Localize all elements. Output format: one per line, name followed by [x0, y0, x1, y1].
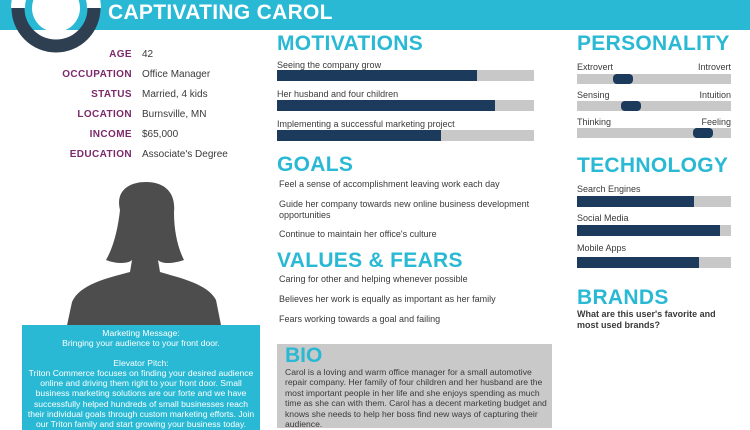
profile-row-location [20, 109, 280, 123]
profile-value: $65,000 [142, 129, 179, 140]
profile-row-education [20, 149, 280, 163]
profile-label: LOCATION [77, 109, 132, 120]
profile-value: Office Manager [142, 69, 211, 80]
technology-bar [577, 257, 731, 268]
profile-row-age [20, 49, 280, 63]
brands-title: BRANDS [577, 286, 669, 309]
profile-label: OCCUPATION [62, 69, 132, 80]
technology-bar [577, 225, 731, 236]
values-item: Caring for other and helping whenever possible [279, 274, 468, 284]
motivation-label: Her husband and four children [277, 89, 399, 99]
profile-label: AGE [109, 49, 132, 60]
elevator-pitch-heading: Elevator Pitch: [113, 357, 169, 368]
person-silhouette-icon [60, 180, 230, 330]
personality-slider-knob [621, 101, 641, 111]
technology-bar-fill [577, 225, 720, 236]
personality-slider-knob [693, 128, 713, 138]
technology-bar-fill [577, 196, 694, 207]
avatar-ring-icon [10, 0, 102, 54]
values-item: Believes her work is equally as important as her family [279, 294, 496, 304]
technology-title: TECHNOLOGY [577, 154, 729, 177]
motivation-bar [277, 100, 534, 111]
motivation-bar-fill [277, 70, 477, 81]
personality-right-label: Intuition [699, 90, 731, 100]
motivation-bar-fill [277, 100, 495, 111]
motivation-bar [277, 130, 534, 141]
marketing-message-text: Bringing your audience to your front door. [62, 338, 220, 349]
goals-title: GOALS [277, 153, 354, 176]
technology-label: Mobile Apps [577, 243, 627, 253]
personality-slider [577, 74, 731, 84]
profile-value: Associate's Degree [142, 149, 228, 160]
personality-slider-knob [613, 74, 633, 84]
elevator-pitch-text: Triton Commerce focuses on finding your desired audience online and driving them right to your front door. Small business marketing solutions are our forte and we have successfully helped hundreds of small businesses reach their individual goals through custom marketing efforts. Join our Triton family and start growing your business today. [27, 367, 255, 430]
personality-slider [577, 101, 731, 111]
marketing-message-box [22, 325, 260, 430]
profile-label: STATUS [91, 89, 132, 100]
personality-right-label: Introvert [697, 62, 731, 72]
profile-row-occupation [20, 69, 280, 83]
values-fears-title: VALUES & FEARS [277, 249, 463, 272]
motivation-bar-fill [277, 130, 441, 141]
values-item: Fears working towards a goal and failing [279, 314, 441, 324]
bio-text: Carol is a loving and warm office manager for a small automotive repair company. Her family of four children and her husband are the most important people in her life and she enjoys spending as much time as she can with them. Carol has a decent marketing budget and knows she needs to help her boss find new ways of capturing their audience. [285, 367, 547, 430]
personality-left-label: Sensing [577, 90, 610, 100]
technology-label: Social Media [577, 213, 629, 223]
personality-title: PERSONALITY [577, 32, 730, 55]
profile-value: 42 [142, 49, 154, 60]
marketing-message-heading: Marketing Message: [102, 328, 180, 338]
bio-title: BIO [285, 344, 323, 367]
profile-label: INCOME [89, 129, 132, 140]
brands-question: What are this user's favorite and most used brands? [577, 309, 716, 330]
motivations-title: MOTIVATIONS [277, 32, 424, 55]
profile-row-status [20, 89, 280, 103]
motivation-bar [277, 70, 534, 81]
motivation-label: Seeing the company grow [277, 60, 382, 70]
personality-left-label: Extrovert [577, 62, 614, 72]
technology-label: Search Engines [577, 184, 641, 194]
profile-value: Burnsville, MN [142, 109, 207, 120]
profile-value: Married, 4 kids [142, 89, 208, 100]
personality-left-label: Thinking [577, 117, 612, 127]
profile-row-income [20, 129, 280, 143]
goal-item: Continue to maintain her office's culture [279, 229, 437, 239]
profile-label: EDUCATION [69, 149, 132, 160]
motivation-label: Implementing a successful marketing project [277, 119, 455, 129]
goal-item: Guide her company towards new online business development opportunities [279, 199, 530, 220]
personality-right-label: Feeling [701, 117, 731, 127]
personality-slider [577, 128, 731, 138]
technology-bar [577, 196, 731, 207]
technology-bar-fill [577, 257, 699, 268]
goal-item: Feel a sense of accomplishment leaving work each day [279, 179, 500, 189]
persona-name: CAPTIVATING CAROL [108, 1, 333, 24]
